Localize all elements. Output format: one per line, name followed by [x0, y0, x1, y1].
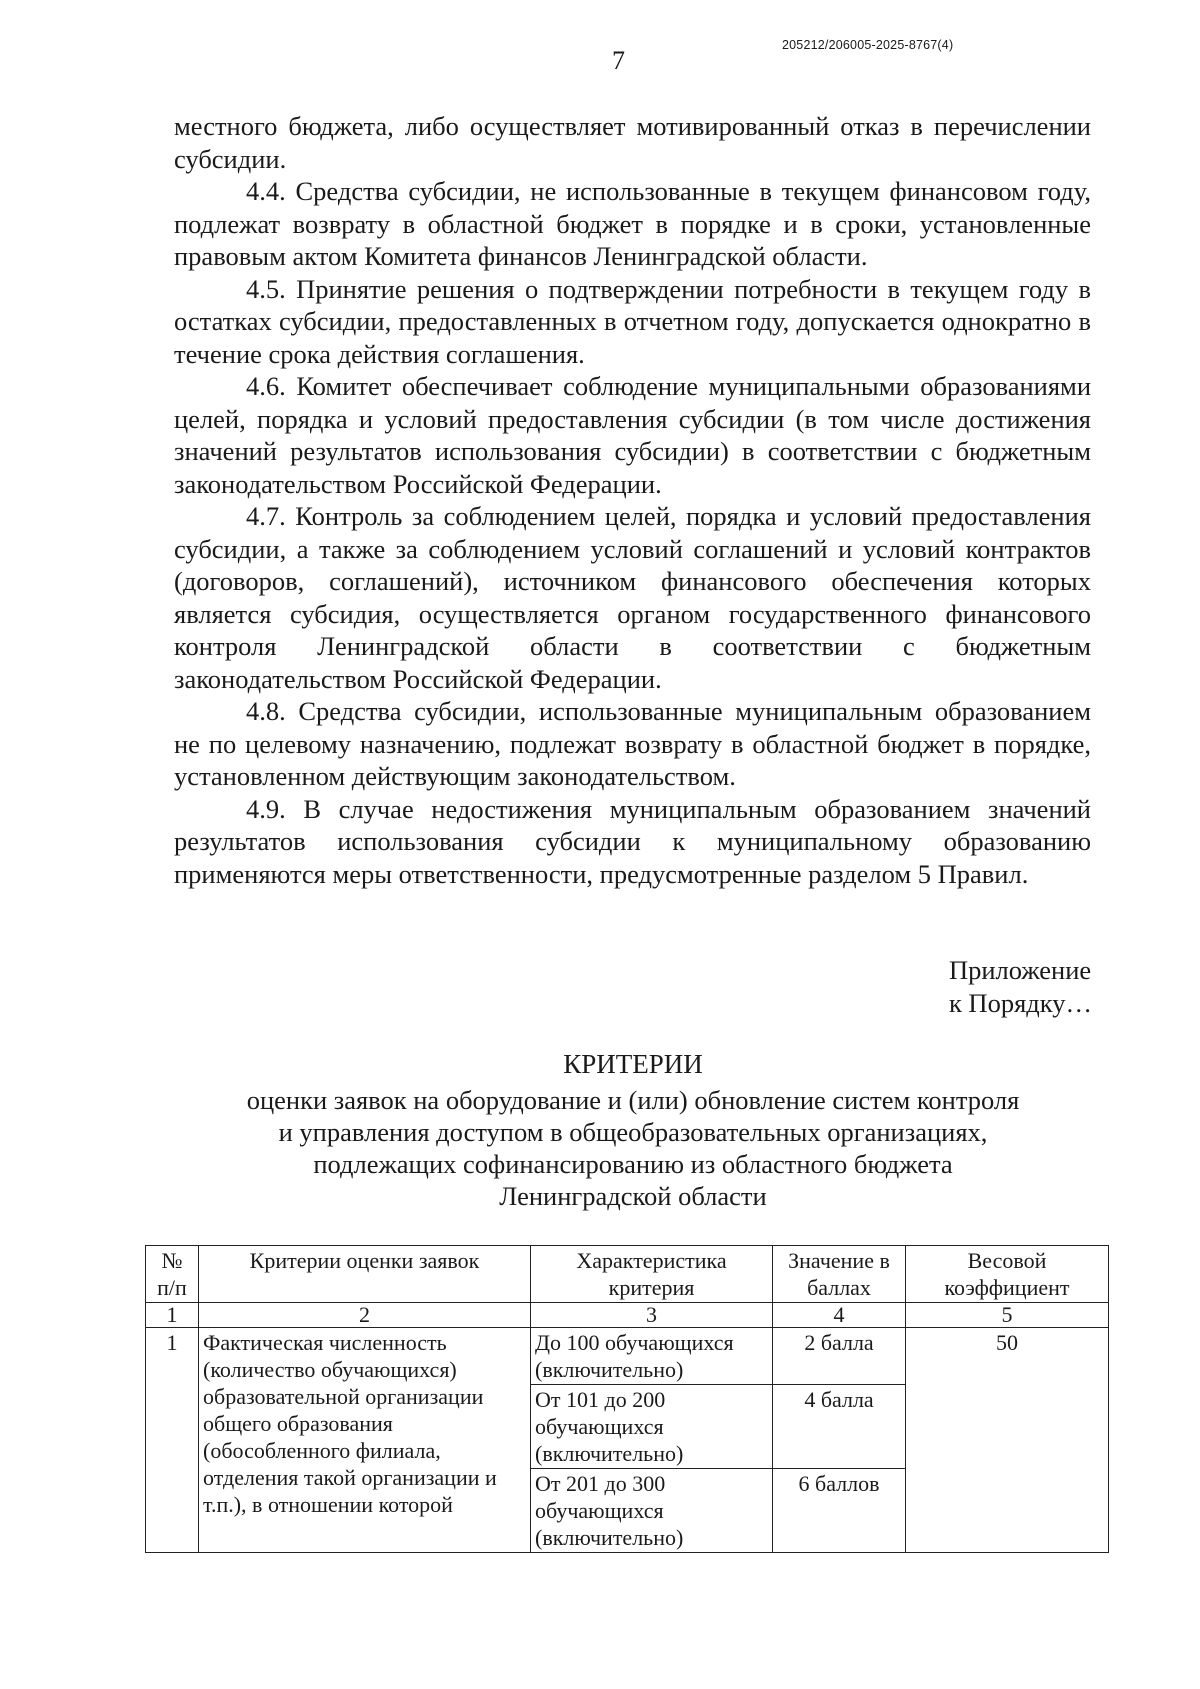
column-number-cell: 1: [146, 1303, 199, 1328]
criteria-subtitle-line-2: и управления доступом в общеобразовательных организациях,: [278, 1117, 988, 1147]
paragraph-4-5: 4.5. Принятие решения о подтверждении потребности в текущем году в остатках субсидии, предоставленных в отчетном году, допускается однократно в течение срока действия соглашения.: [174, 273, 1091, 369]
table-row: [146, 1328, 1109, 1385]
column-number-cell: 5: [906, 1303, 1109, 1328]
paragraph-continuation: местного бюджета, либо осуществляет мотивированный отказ в перечислении субсидии.: [174, 111, 1091, 174]
paragraph-4-7: 4.7. Контроль за соблюдением целей, порядка и условий предоставления субсидии, а также за соблюдением условий соглашений и условий контрактов (договоров, соглашений), источником финансового обеспечения которых является субсидия, осуществляется органом государственного финансового контроля Ленинградской области в соответствии с бюджетным законодательством Российской Федерации.: [174, 501, 1091, 694]
page-number: 7: [612, 46, 625, 75]
criterion-name: Фактическая численность (количество обучающихся) образовательной организации общего образования (обособленного филиала, отделения такой организации и т.п.), в отношении которой: [199, 1328, 531, 1553]
criterion-points: 4 балла: [773, 1385, 906, 1469]
paragraph-4-9: 4.9. В случае недостижения муниципальным образованием значений результатов использования субсидии к муниципальному образованию применяются меры ответственности, предусмотренные разделом 5 Правил.: [174, 793, 1091, 889]
paragraph-4-8: 4.8. Средства субсидии, использованные муниципальным образованием не по целевому назначению, подлежат возврату в областной бюджет в порядке, установленном действующим законодательством.: [174, 696, 1091, 791]
table-header-row: [146, 1246, 1109, 1303]
criteria-table: [145, 1245, 1109, 1553]
column-number-cell: 2: [199, 1303, 531, 1328]
header-cell-weight: Весовой коэффициент: [906, 1246, 1109, 1303]
paragraph-4-6: 4.6. Комитет обеспечивает соблюдение муниципальными образованиями целей, порядка и условий предоставления субсидии (в том числе достижения значений результатов использования субсидии) в соответствии с бюджетным законодательством Российской Федерации.: [174, 371, 1091, 499]
column-number-cell: 3: [531, 1303, 773, 1328]
appendix-line-1: Приложение: [948, 955, 1092, 985]
appendix-note: [949, 954, 1092, 1020]
criterion-points: 6 баллов: [773, 1469, 906, 1553]
column-number-row: [146, 1303, 1109, 1328]
criteria-title: [150, 1048, 1116, 1212]
criteria-subtitle-line-3: подлежащих софинансированию из областного бюджета: [313, 1149, 953, 1179]
criteria-heading: КРИТЕРИИ: [563, 1049, 703, 1079]
criteria-subtitle-line-1: оценки заявок на оборудование и (или) обновление систем контроля: [246, 1085, 1020, 1115]
paragraph-4-4: 4.4. Средства субсидии, не использованные в текущем финансовом году, подлежат возврату в областной бюджет в порядке и в сроки, установленные правовым актом Комитета финансов Ленинградской области.: [174, 176, 1091, 271]
criterion-characteristic: От 101 до 200 обучающихся (включительно): [531, 1385, 773, 1469]
header-cell-characteristic: Характеристика критерия: [531, 1246, 773, 1303]
criterion-weight: 50: [906, 1328, 1109, 1553]
criterion-number: 1: [146, 1328, 199, 1553]
column-number-cell: 4: [773, 1303, 906, 1328]
criterion-characteristic: До 100 обучающихся (включительно): [531, 1328, 773, 1385]
header-cell-number: № п/п: [146, 1246, 199, 1303]
criterion-characteristic: От 201 до 300 обучающихся (включительно): [531, 1469, 773, 1553]
appendix-line-2: к Порядку…: [948, 988, 1092, 1018]
body-text: [174, 110, 1091, 890]
criteria-subtitle-line-4: Ленинградской области: [499, 1181, 767, 1211]
criterion-points: 2 балла: [773, 1328, 906, 1385]
header-cell-points: Значение в баллах: [773, 1246, 906, 1303]
header-cell-criteria: Критерии оценки заявок: [199, 1246, 531, 1303]
document-id: 205212/206005-2025-8767(4): [782, 38, 954, 52]
